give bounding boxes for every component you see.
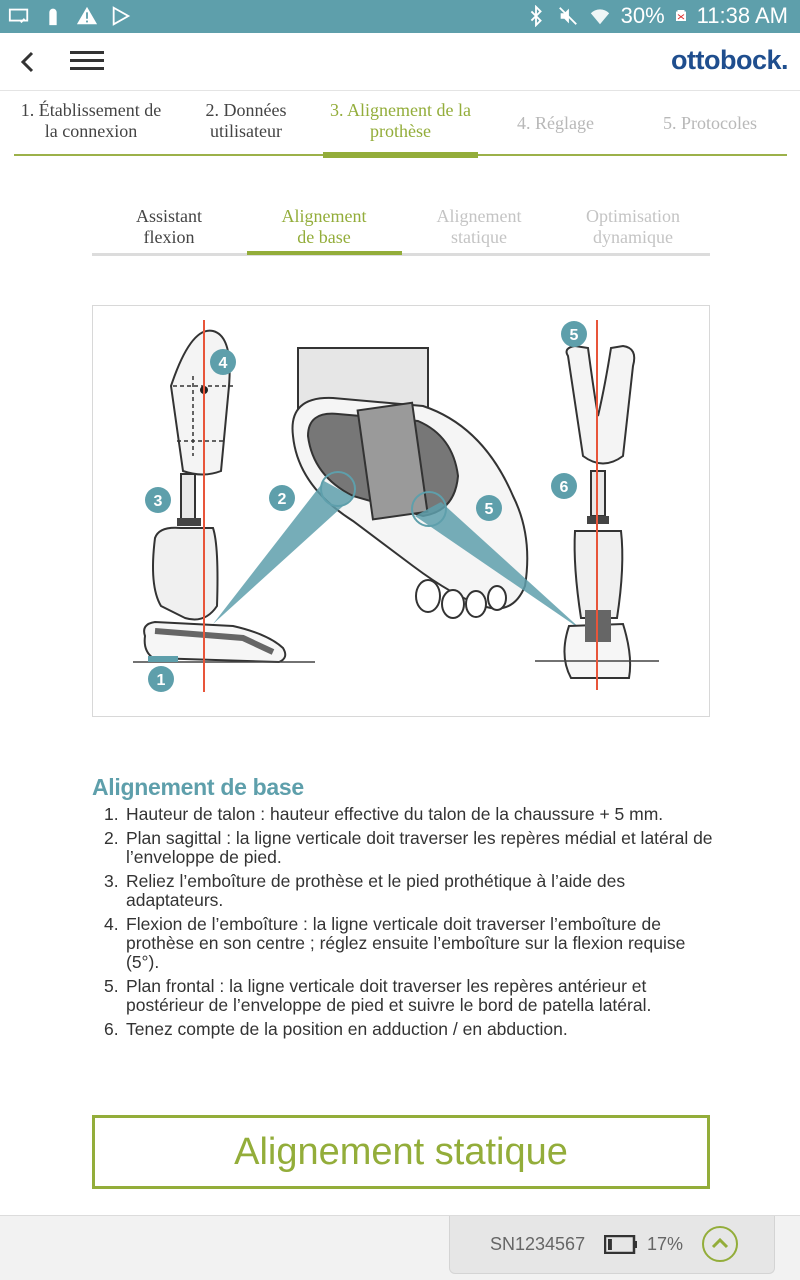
bluetooth-icon — [525, 5, 547, 27]
subtab-optimisation-dynamique[interactable] — [556, 206, 710, 248]
subtab-label-line2: de base — [297, 227, 351, 247]
instruction-list — [104, 805, 714, 1044]
instruction-item — [104, 829, 714, 867]
app-bar — [0, 33, 800, 91]
step-label-line1: 3. Alignement de la — [330, 100, 471, 120]
status-right — [525, 3, 788, 29]
instruction-item — [104, 977, 714, 1015]
tab-step-alignement-prothese[interactable] — [323, 100, 478, 142]
device-battery-percent: 17% — [647, 1234, 684, 1254]
subtab-label-line1: Alignement — [436, 206, 522, 226]
instruction-number: 4. — [104, 914, 119, 934]
instruction-number: 2. — [104, 828, 119, 848]
marker-2: 2 — [277, 491, 287, 508]
wifi-icon — [589, 5, 611, 27]
instruction-text: Tenez compte de la position en adduction / en abduction. — [126, 1019, 568, 1039]
subtab-label-line1: Alignement — [281, 206, 367, 226]
instruction-text: Hauteur de talon : hauteur effective du talon de la chaussure + 5 mm. — [126, 804, 664, 824]
instruction-item — [104, 915, 714, 972]
frontal-view-prosthesis — [535, 320, 659, 690]
subtab-alignement-statique[interactable] — [402, 206, 556, 248]
device-battery-icon — [604, 1235, 638, 1254]
cast-icon — [8, 5, 30, 27]
subtab-label-line1: Optimisation — [586, 206, 680, 226]
instruction-number: 3. — [104, 871, 119, 891]
foot-shell-view — [213, 348, 583, 631]
subtab-assistant-flexion[interactable] — [92, 206, 246, 248]
marker-4: 4 — [218, 355, 228, 372]
status-left-icons — [8, 5, 132, 27]
tab-step-reglage[interactable] — [478, 113, 633, 134]
step-label-line1: 5. Protocoles — [663, 113, 757, 133]
hamburger-menu-icon[interactable] — [70, 51, 104, 73]
step-label-line2: la connexion — [44, 121, 138, 141]
step-tabs — [14, 100, 787, 156]
marker-6: 6 — [559, 479, 569, 496]
instruction-item — [104, 872, 714, 910]
subtab-label-line1: Assistant — [135, 206, 202, 226]
section-title: Alignement de base — [92, 774, 304, 800]
status-bar — [0, 0, 800, 33]
expand-up-icon[interactable] — [702, 1226, 738, 1262]
instruction-text: Plan frontal : la ligne verticale doit traverser les repères antérieur et postérieur de l’enveloppe de pied et suivre le bord de patella latéral. — [126, 976, 652, 1015]
alignment-diagram — [93, 306, 709, 716]
notification-icon — [42, 5, 64, 27]
step-label-line1: 4. Réglage — [517, 113, 594, 133]
step-label-line2: utilisateur — [210, 121, 282, 141]
mute-icon — [557, 5, 579, 27]
instruction-number: 6. — [104, 1019, 119, 1039]
battery-icon — [675, 5, 687, 27]
subtab-label-line2: flexion — [143, 227, 195, 247]
footer-bar — [0, 1215, 800, 1280]
instruction-item — [104, 805, 714, 824]
step-label-line1: 1. Établissement de — [20, 100, 162, 120]
marker-1: 1 — [156, 672, 166, 689]
step-label-line1: 2. Données — [205, 100, 287, 120]
play-store-icon — [110, 5, 132, 27]
subtab-label-line2: statique — [451, 227, 507, 247]
device-status-panel — [449, 1216, 775, 1274]
alignement-statique-button[interactable]: Alignement statique — [92, 1115, 710, 1189]
marker-3: 3 — [153, 493, 163, 510]
marker-5-right: 5 — [569, 327, 579, 344]
status-battery-percent: 30% — [620, 3, 665, 28]
tab-step-connexion[interactable] — [14, 100, 168, 142]
ottobock-logo: ottobock. — [671, 45, 788, 75]
instruction-number: 1. — [104, 804, 119, 824]
subtab-label-line2: dynamique — [593, 227, 673, 247]
back-arrow-icon[interactable] — [14, 47, 44, 77]
instruction-number: 5. — [104, 976, 119, 996]
subtab-alignement-de-base[interactable] — [247, 206, 401, 248]
sub-tabs — [92, 206, 710, 256]
prosthesis-alignment-illustration — [92, 305, 710, 717]
device-serial-number: SN1234567 — [490, 1234, 586, 1254]
instruction-item — [104, 1020, 714, 1039]
step-label-line2: prothèse — [370, 121, 431, 141]
instruction-text: Reliez l’emboîture de prothèse et le pied prothétique à l’aide des adaptateurs. — [126, 871, 626, 910]
instruction-text: Flexion de l’emboîture : la ligne verticale doit traverser l’emboîture de prothèse en son centre ; réglez ensuite l’emboîture sur la flexion requise (5°). — [126, 914, 686, 972]
active-subtab-indicator — [247, 251, 402, 255]
marker-5-middle: 5 — [484, 501, 494, 518]
tab-step-protocoles[interactable] — [633, 113, 787, 134]
warning-icon — [76, 5, 98, 27]
instruction-text: Plan sagittal : la ligne verticale doit traverser les repères médial et latéral de l’enveloppe de pied. — [126, 828, 713, 867]
status-time: 11:38 AM — [696, 3, 788, 28]
active-step-indicator — [323, 152, 478, 158]
tab-step-donnees-utilisateur[interactable] — [169, 100, 323, 142]
